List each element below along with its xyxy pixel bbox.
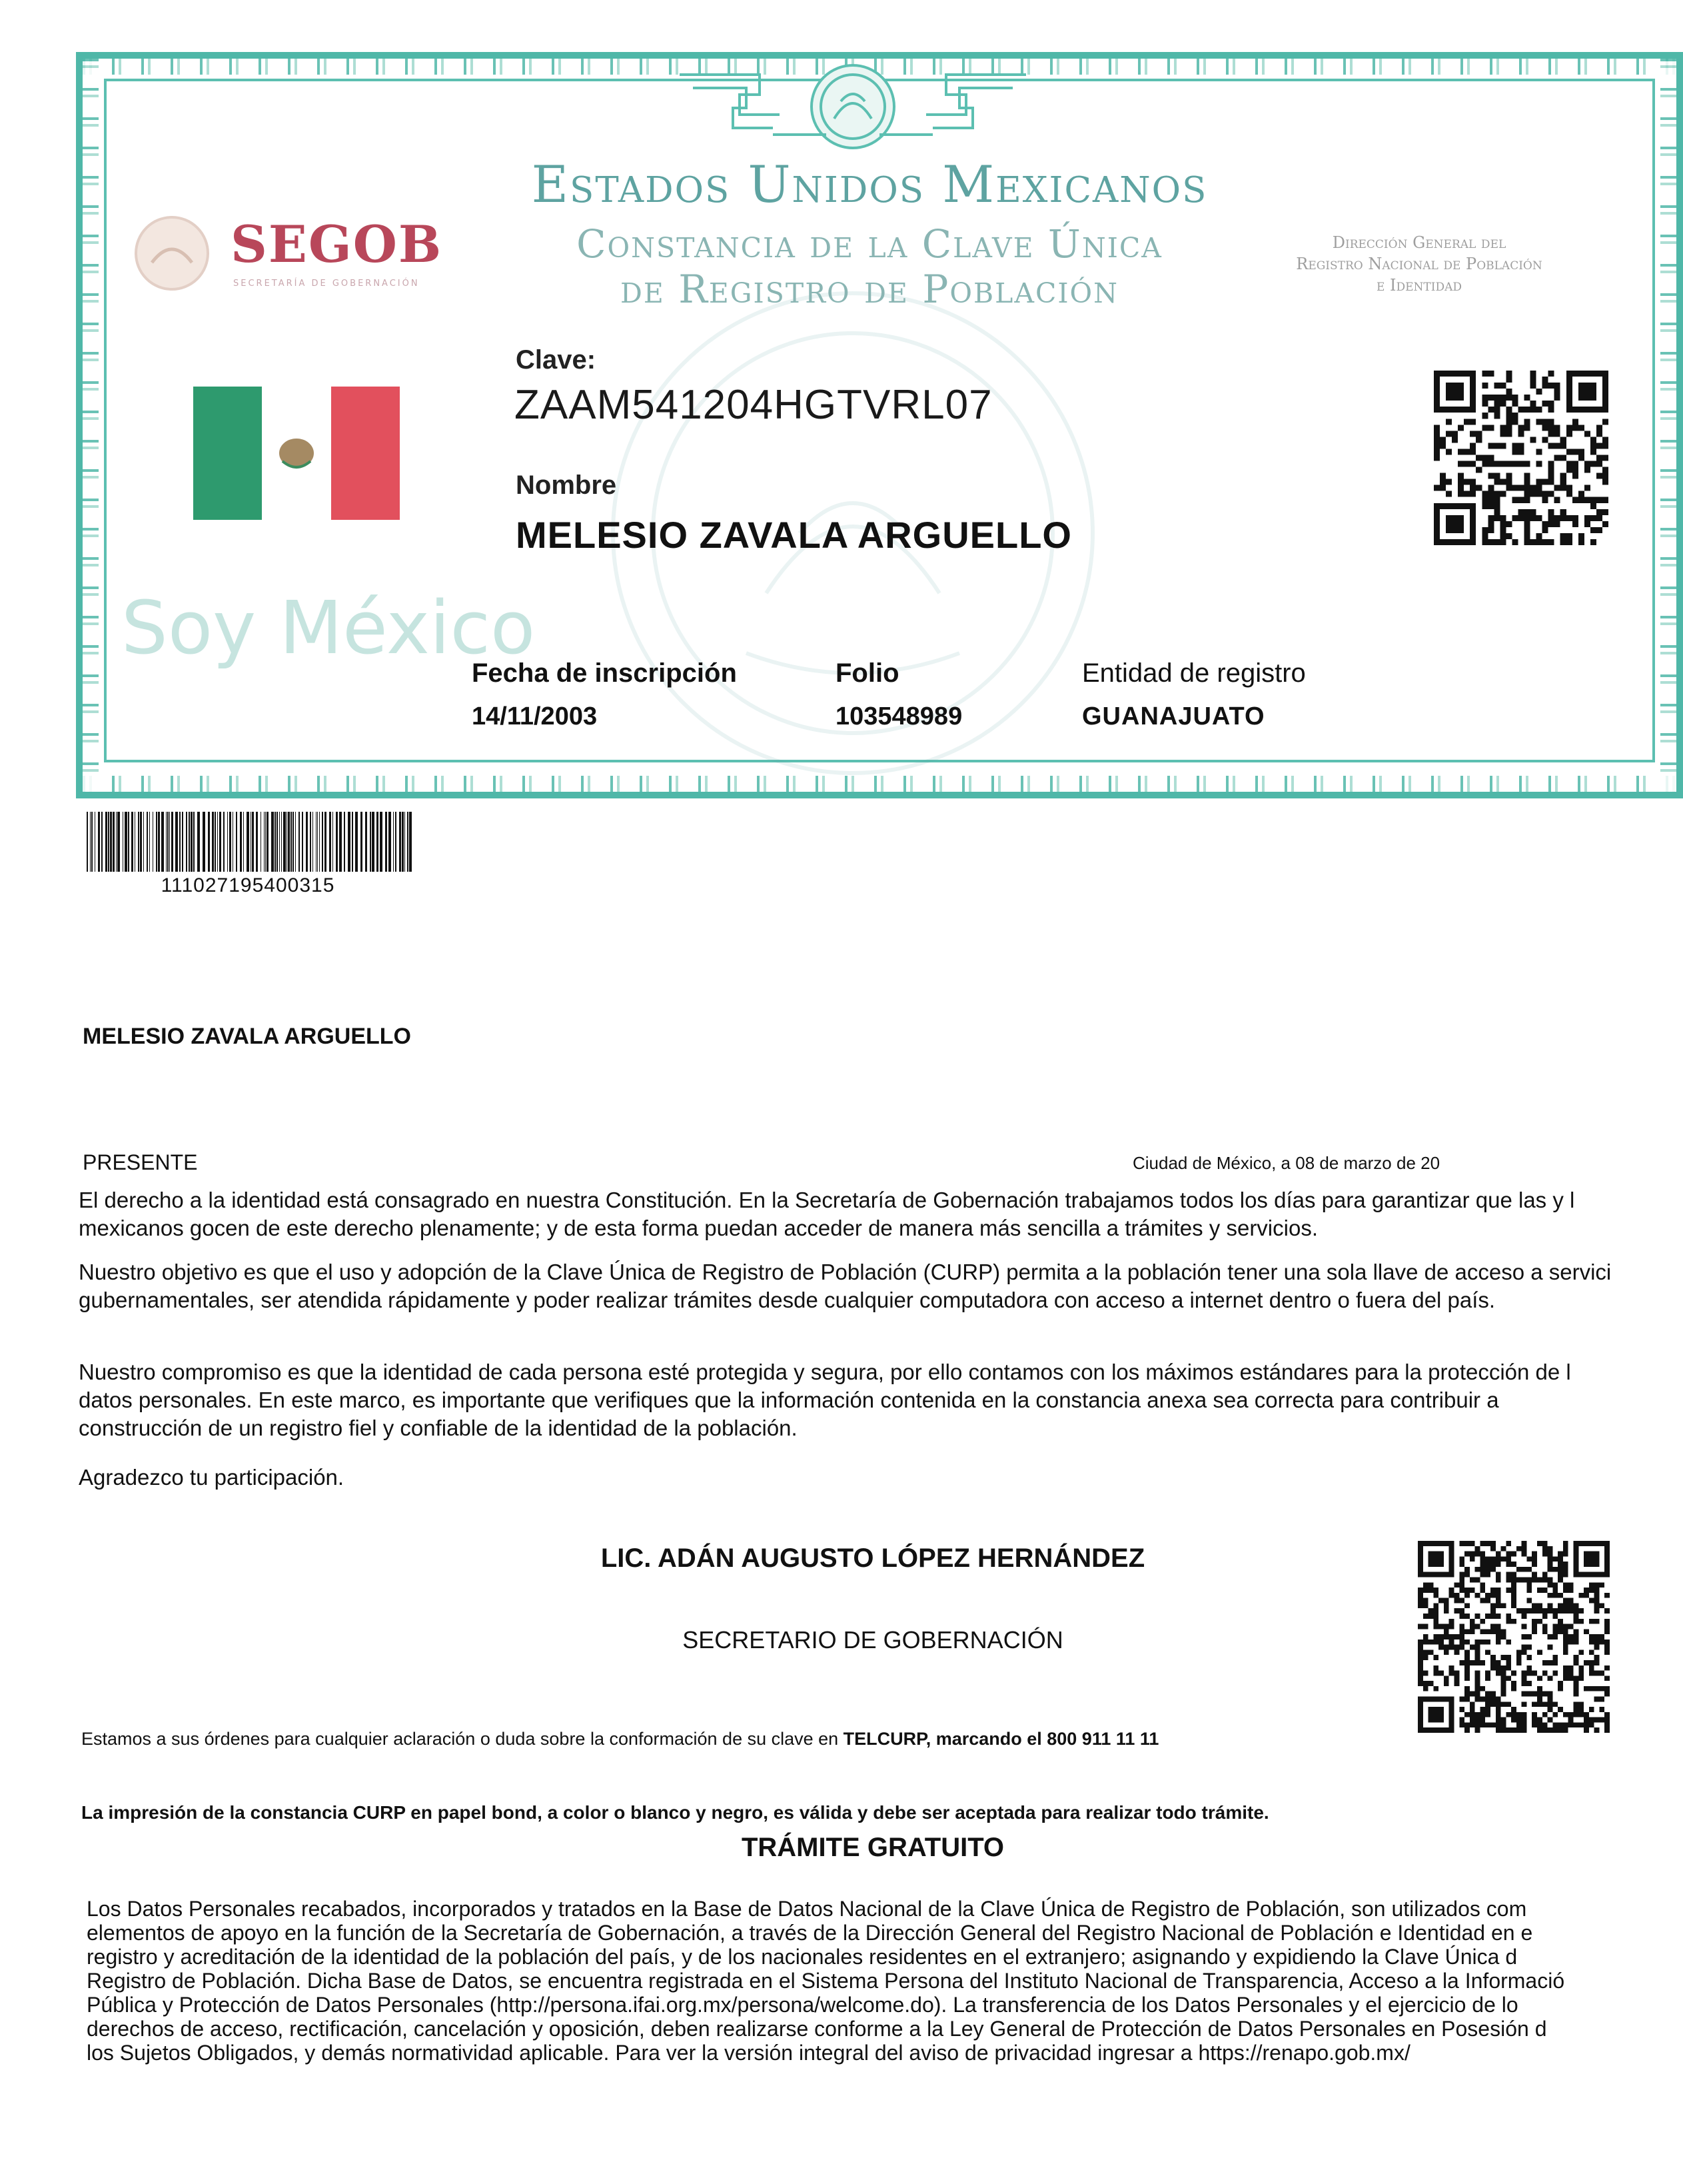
clave-label: Clave: <box>516 345 596 375</box>
national-coat-of-arms-icon <box>666 55 1039 161</box>
entidad-registro-value: GUANAJUATO <box>1082 702 1265 730</box>
folio-value: 103548989 <box>836 702 963 730</box>
soy-mexico-watermark: Soy México <box>121 585 536 670</box>
telcurp-contact-note <box>81 1729 1159 1749</box>
letter-salutation: PRESENTE <box>83 1150 198 1174</box>
nombre-value: MELESIO ZAVALA ARGUELLO <box>516 514 1072 556</box>
folio-label: Folio <box>836 658 899 688</box>
qr-code-icon <box>1434 371 1608 545</box>
letter-closing: Agradezco tu participación. <box>79 1465 344 1490</box>
directorate-line-1: Dirección General del <box>1332 233 1506 252</box>
certificate-title: Estados Unidos Mexicanos <box>531 155 1208 214</box>
privacy-line: Los Datos Personales recabados, incorporados y tratados en la Base de Datos Nacional de la Clave Única de Registro de Población, son utilizados com <box>87 1897 1527 1921</box>
paragraph-curp-objective <box>79 1258 1683 1314</box>
barcode-number: 111027195400315 <box>161 874 335 896</box>
segob-emblem-icon <box>132 213 212 293</box>
privacy-line: derechos de acceso, rectificación, cancelación y oposición, deben realizarse conforme a la Ley General de Protección de Datos Personales en Posesión d <box>87 2017 1547 2041</box>
validity-note: La impresión de la constancia CURP en papel bond, a color o blanco y negro, es válida y debe ser aceptada para realizar todo trámite. <box>81 1802 1269 1823</box>
qr-code-icon <box>1418 1541 1610 1733</box>
paragraph-line: datos personales. En este marco, es importante que verifiques que la información contenida en la constancia anexa sea correcta para contribuir a <box>79 1388 1499 1412</box>
telcurp-phone: TELCURP, marcando el 800 911 11 11 <box>843 1729 1159 1749</box>
barcode-icon <box>87 812 412 872</box>
letter-addressee: MELESIO ZAVALA ARGUELLO <box>83 1024 411 1049</box>
signer-name: LIC. ADÁN AUGUSTO LÓPEZ HERNÁNDEZ <box>600 1544 1145 1573</box>
nombre-label: Nombre <box>516 471 617 500</box>
fecha-inscripcion-value: 14/11/2003 <box>472 702 598 730</box>
telcurp-text: Estamos a sus órdenes para cualquier aclaración o duda sobre la conformación de su clave en <box>81 1729 843 1749</box>
paragraph-line: gubernamentales, ser atendida rápidamente y poder realizar trámites desde cualquier computadora con acceso a internet dentro o fuera del país. <box>79 1288 1496 1312</box>
frame-border-left <box>83 59 99 792</box>
directorate-line-2: Registro Nacional de Población <box>1296 255 1542 273</box>
certificate-subtitle-line2: de Registro de Población <box>620 267 1119 312</box>
paragraph-identity-right <box>79 1186 1683 1242</box>
paragraph-line: construcción de un registro fiel y confiable de la identidad de la población. <box>79 1416 798 1440</box>
paragraph-line: Nuestro compromiso es que la identidad de cada persona esté protegida y segura, por ello contamos con los máximos estándares para la protección de l <box>79 1360 1571 1384</box>
paragraph-line: Nuestro objetivo es que el uso y adopción de la Clave Única de Registro de Población (CURP) permita a la población tener una sola llave de acceso a servici <box>79 1260 1612 1284</box>
segob-logo-subtitle: SECRETARÍA DE GOBERNACIÓN <box>233 279 420 289</box>
segob-logo-text: SEGOB <box>231 215 443 274</box>
privacy-line: los Sujetos Obligados, y demás normatividad aplicable. Para ver la versión integral del aviso de privacidad ingresar a https://renapo.gob.mx/ <box>87 2041 1410 2065</box>
privacy-line: Pública y Protección de Datos Personales (http://persona.ifai.org.mx/persona/welcome.do). La transferencia de los Datos Personales y el ejercicio de lo <box>87 1993 1518 2017</box>
certificate-subtitle-line1: Constancia de la Clave Única <box>576 221 1163 267</box>
tramite-gratuito-heading: TRÁMITE GRATUITO <box>741 1833 1005 1862</box>
letter-date: Ciudad de México, a 08 de marzo de 20 <box>1133 1153 1440 1173</box>
privacy-line: Registro de Población. Dicha Base de Datos, se encuentra registrada en el Sistema Persona del Instituto Nacional de Transparencia, Acceso a la Informació <box>87 1969 1565 1993</box>
signer-title: SECRETARIO DE GOBERNACIÓN <box>682 1626 1063 1653</box>
paragraph-data-protection <box>79 1358 1683 1442</box>
directorate-line-3: e Identidad <box>1376 276 1462 295</box>
entidad-registro-label: Entidad de registro <box>1082 658 1306 688</box>
privacy-line: elementos de apoyo en la función de la Secretaría de Gobernación, a través de la Dirección General del Registro Nacional de Población e Identidad en e <box>87 1921 1533 1945</box>
paragraph-line: mexicanos gocen de este derecho plenamente; y de esta forma puedan acceder de manera más sencilla a trámites y servicios. <box>79 1216 1318 1240</box>
frame-border-right <box>1660 59 1676 792</box>
privacy-line: registro y acreditación de la identidad de la población del país, y de los nacionales residentes en el extranjero; asignando y expidiendo la Clave Única d <box>87 1945 1518 1969</box>
paragraph-line: El derecho a la identidad está consagrado en nuestra Constitución. En la Secretaría de Gobernación trabajamos todos los días para garantizar que las y l <box>79 1188 1575 1212</box>
mexico-flag-icon <box>193 387 400 520</box>
fecha-inscripcion-label: Fecha de inscripción <box>472 658 737 688</box>
privacy-notice <box>87 1897 1683 2065</box>
clave-value: ZAAM541204HGTVRL07 <box>514 382 993 428</box>
